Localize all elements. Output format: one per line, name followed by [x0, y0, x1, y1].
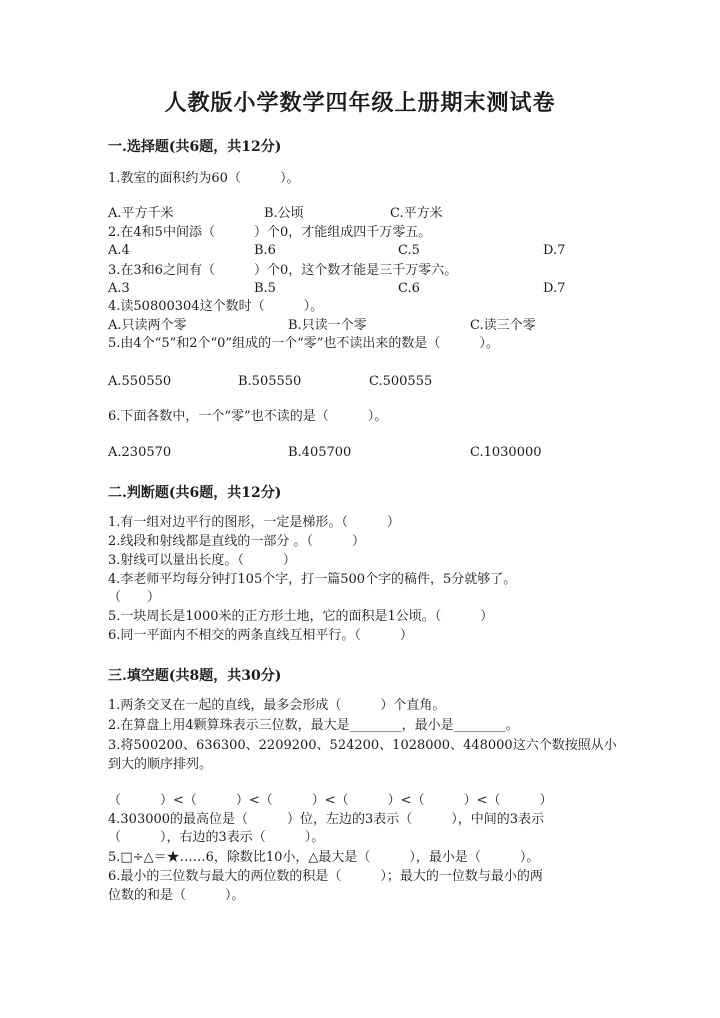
question-1-3: 3.在3和6之间有（ ）个0，这个数才能是三千万零六。: [108, 263, 458, 278]
fill-line-6: 6.最小的三位数与最大的两位数的积是（ ）；最大的一位数与最小的两: [108, 869, 543, 884]
fill-line-4: 4.303000的最高位是（ ）位，左边的3表示（ ），中间的3表示: [108, 812, 545, 827]
option-1-3-d: D.7: [543, 281, 566, 296]
fill-line-2: 2.在算盘上用4颗算珠表示三位数，最大是________，最小是________。: [108, 718, 519, 733]
option-1-3-b: B.5: [254, 281, 276, 296]
judge-line-5: 5.一块周长是1000米的正方形土地，它的面积是1公顷。（ ）: [108, 609, 494, 624]
judge-line-1: 1.有一组对边平行的图形，一定是梯形。（ ）: [108, 515, 400, 530]
option-1-2-d: D.7: [543, 243, 566, 258]
option-1-3-c: C.6: [398, 281, 420, 296]
option-1-2-a: A.4: [108, 243, 130, 258]
question-1-6: 6.下面各数中，一个“零”也不读的是（ ）。: [108, 409, 388, 424]
option-1-5-c: C.500555: [369, 374, 433, 389]
question-1-1: 1.教室的面积约为60（ ）。: [108, 171, 300, 186]
option-1-1-b: B.公顷: [264, 206, 304, 221]
judge-line-4: 4.李老师平均每分钟打105个字，打一篇500个字的稿件，5分就够了。: [108, 572, 517, 587]
section-3-heading: 三.填空题(共8题，共30分): [108, 668, 282, 684]
option-1-4-c: C.读三个零: [470, 318, 536, 333]
option-1-6-b: B.405700: [288, 445, 352, 460]
option-1-6-c: C.1030000: [470, 445, 542, 460]
option-1-4-b: B.只读一个零: [288, 318, 367, 333]
option-1-3-a: A.3: [108, 281, 130, 296]
fill-line-3-answer: （ ）<（ ）<（ ）<（ ）<（ ）<（ ）: [108, 793, 553, 808]
option-1-5-a: A.550550: [108, 374, 172, 389]
option-1-6-a: A.230570: [108, 445, 172, 460]
option-1-5-b: B.505550: [238, 374, 302, 389]
page-title: 人教版小学数学四年级上册期末测试卷: [164, 90, 556, 116]
option-1-2-b: B.6: [254, 243, 276, 258]
fill-line-3-cont: 到大的顺序排列。: [108, 757, 213, 772]
option-1-2-c: C.5: [398, 243, 420, 258]
fill-line-5: 5.□÷△＝★……6，除数比10小，△最大是（ ），最小是（ ）。: [108, 850, 540, 865]
fill-line-4-cont: （ ），右边的3表示（ ）。: [108, 830, 325, 845]
section-2-heading: 二.判断题(共6题，共12分): [108, 485, 282, 501]
fill-line-1: 1.两条交叉在一起的直线，最多会形成（ ）个直角。: [108, 698, 446, 713]
judge-line-3: 3.射线可以量出长度。（ ）: [108, 553, 296, 568]
fill-line-3: 3.将500200、636300、2209200、524200、1028000、448000这六个数按照从小: [108, 738, 617, 753]
option-1-1-a: A.平方千米: [108, 206, 174, 221]
judge-line-4-bracket: （ ）: [108, 590, 161, 605]
question-1-4: 4.读50800304这个数时（ ）。: [108, 299, 324, 314]
option-1-4-a: A.只读两个零: [108, 318, 187, 333]
section-1-heading: 一.选择题(共6题，共12分): [108, 139, 282, 155]
judge-line-6: 6.同一平面内不相交的两条直线互相平行。（ ）: [108, 628, 413, 643]
option-1-1-c: C.平方米: [390, 206, 443, 221]
judge-line-2: 2.线段和射线都是直线的一部分 。（ ）: [108, 534, 366, 549]
question-1-5: 5.由4个“5”和2个“0”组成的一个“零”也不读出来的数是（ ）。: [108, 336, 499, 351]
fill-line-6-cont: 位数的和是（ ）。: [108, 888, 245, 903]
question-1-2: 2.在4和5中间添（ ）个0，才能组成四千万零五。: [108, 225, 432, 240]
